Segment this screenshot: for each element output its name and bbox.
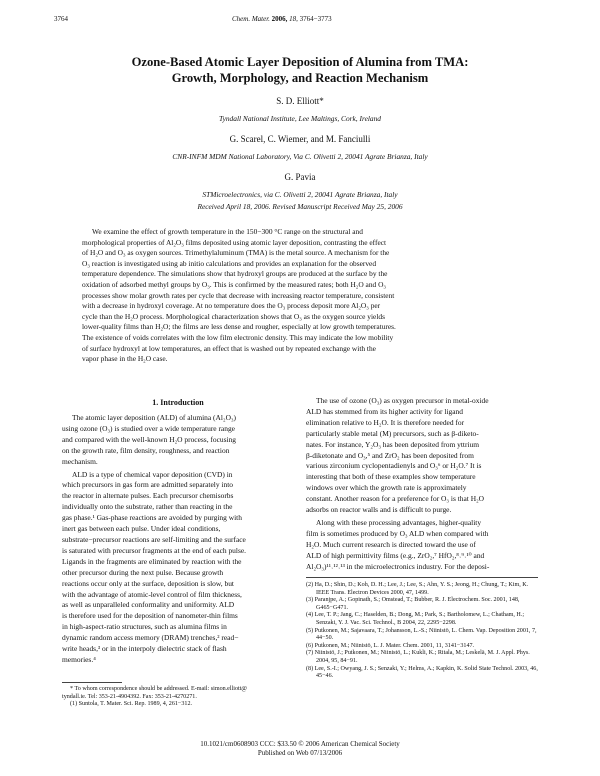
abstract-line: oxidation of adsorbed methyl groups by O₃. This is confirmed by the measured rates; both H₂O and O₃ [82,279,386,289]
section-heading-introduction: 1. Introduction [152,398,204,407]
reference-item: (2) Ha, D.; Shin, D.; Koh, D. H.; Lee, J.; Lee, S.; Ahn, Y. S.; Jeong, H.; Chung, T.; Kim, K. IEEE Trans. Electron Devices 2000, 47, 1499. [306,582,529,596]
body-line: mechanism. [62,456,98,466]
body-line: Along with these processing advantages, higher-quality [316,517,482,527]
body-line: Al₂O₃)¹¹˒¹²˒¹³ in the microelectronics industry. For the deposi- [306,561,490,571]
body-line: dynamic random access memory (DRAM) trenches,² read− [62,633,239,643]
body-line: ALD has stemmed from its higher activity for ligand [306,406,463,416]
footnote-line: tyndall.ie. Tel: 353-21-4904392. Fax: 353-21-4270271. [62,693,197,700]
footer [0,740,600,758]
body-line: interesting that both of these examples show temperature [306,472,476,482]
left-column-body [62,413,294,666]
journal-pages: 3764−3773 [299,15,332,23]
received-dates: Received April 18, 2006. Revised Manuscript Received May 25, 2006 [197,202,403,211]
title-line-1: Ozone-Based Atomic Layer Deposition of Alumina from TMA: [131,55,469,69]
body-line: particularly stable metal (M) precursors, such as β-diketo- [306,428,479,438]
body-line: Ligands in the fragments are eliminated by reaction with the [62,556,242,566]
body-line: other precursor during the next pulse. Because growth [62,567,224,577]
affiliation-1: Tyndall National Institute, Lee Maltings, Cork, Ireland [219,114,381,123]
left-footnotes [62,686,294,709]
body-line: in high-aspect-ratio structures, such as alumina films in [62,622,227,632]
body-line: the reactor in alternate pulses. Each precursor chemisorbs [62,491,234,501]
abstract-line: O₃ reaction is investigated using ab initio calculations and provides an explanation for the observed [82,258,377,268]
abstract-line: The existence of voids correlates with the low film electronic density. This may indicate the low mobility [82,332,394,342]
body-line: using ozone (O₃) is studied over a wide temperature range [62,423,235,433]
body-line: various zirconium cyclopentadienyls and O₃⁶ or H₂O.⁷ It is [306,461,482,471]
body-line: and compared with the well-known H₂O process, focusing [62,434,237,444]
reference-item: (5) Putkonen, M.; Sajavaara, T.; Johansson, L.-S.; Niinistö, L. Chem. Vap. Deposition 2001, 7, 44−50. [306,627,537,642]
body-line: gas phase.¹ Gas-phase reactions are avoided by purging with [62,513,242,523]
reference-item: (8) Lee, S.-I.; Owyang, J. S.; Senzaki, Y.; Helms, A.; Kapkin, K. Solid State Technol. 2003, 46, 45−46. [306,665,538,680]
body-line: reactions occur only at the surface, deposition is slow, but [62,578,234,588]
body-line: H₂O. Much current research is directed toward the use of [306,539,476,549]
abstract-line: with a decrease in hydroxyl coverage. At no temperature does the O₃ process deposit more Al₂O₃ per [82,301,381,311]
body-line: adsorbs on reactor walls and is difficult to purge. [306,505,452,515]
body-line: individually onto the substrate, rather than reacting in the [62,502,233,512]
footnote-line: (1) Suntola, T. Mater. Sci. Rep. 1989, 4, 261−312. [70,701,193,708]
footnote-divider [62,682,122,683]
title-line-2: Growth, Morphology, and Reaction Mechanism [171,71,429,85]
body-line: nates. For instance, Y₂O₃ has been deposited from yttrium [306,439,480,449]
article-title [60,54,540,86]
body-line: ALD of high permittivity films (e.g., ZrO₂,⁷ HfO₂,⁸˒⁹˒¹⁰ and [306,550,485,560]
body-line: write heads,³ or in the interpoly dielectric stack of flash [62,644,227,654]
author-group-2: G. Scarel, C. Wiemer, and M. Fanciulli [229,134,371,144]
body-line: with the advantage of atomic-level control of film thickness, [62,589,242,599]
body-line: memories.⁴ [62,654,96,664]
author-group-3: G. Pavia [284,172,316,182]
abstract-line: vapor phase in the H₂O case. [82,354,168,364]
right-column-body [306,396,538,573]
affiliation-2: CNR-INFM MDM National Laboratory, Via C. Olivetti 2, 20041 Agrate Brianza, Italy [172,152,428,161]
body-line: The atomic layer deposition (ALD) of alumina (Al₂O₃) [72,413,237,422]
abstract-line: morphological properties of Al₂O₃ films deposited using atomic layer deposition, contrasting the effect [82,237,387,247]
body-line: as well as unparalleled conformality and uniformity. ALD [62,600,235,610]
journal-name: Chem. Mater. [232,15,270,23]
abstract [82,227,518,365]
body-line: is saturated with precursor fragments at the end of each pulse. [62,545,247,555]
body-line: ALD is a type of chemical vapor deposition (CVD) in [72,469,233,479]
body-line: inert gas between each pulse. Under ideal conditions, [62,524,221,534]
reference-item: (7) Niinistö, J.; Putkonen, M.; Niinistö, L.; Kukli, K.; Ritala, M.; Leskelä, M. J. Appl. Phys. 2004, 95, 84−91. [306,650,530,664]
abstract-line: of surface hydroxyl at low temperatures, an effect that is washed out by repeated exchange with the [82,343,376,353]
journal-citation [232,15,332,23]
reference-item: (3) Paranjpe, A.; Gopinath, S.; Omstead, T.; Bubber, R. J. Electrochem. Soc. 2001, 148, G465−G471. [306,597,520,611]
page-number: 3764 [54,15,68,23]
abstract-line: lower-quality films than H₂O; the films are less dense and rougher, especially at low growth temperatures. [82,322,396,332]
body-line: which precursors in gas form are admitted separately into [62,480,234,490]
body-line: is therefore used for the deposition of nanometer-thin films [62,611,238,621]
reference-item: (6) Putkonen, M.; Niinistö, L. J. Mater. Chem. 2001, 11, 3141−3147. [306,642,475,649]
body-line: on the growth rate, film density, roughness, and reaction [62,445,230,455]
reference-item: (4) Lee, T. P.; Jang, C.; Haselden, B.; Dong, M.; Park, S.; Bartholomew, L.; Chatham, H.; Senzaki, Y. J. Vac. Sci. Technol., B 2004, 22, 2295−2298. [306,612,525,626]
abstract-line: processes show molar growth rates per cycle that decrease with increasing reactor temperature, consistent [82,290,395,300]
body-line: windows over which the growth rate is approximately [306,483,467,493]
footnote-line: * To whom correspondence should be addressed. E-mail: simon.elliott@ [70,686,248,692]
affiliation-3: STMicroelectronics, via C. Olivetti 2, 20041 Agrate Brianza, Italy [202,190,398,199]
abstract-line: temperature dependence. The simulations show that hydroxyl groups are produced at the surface by the [82,269,388,279]
body-line: elimination relative to H₂O. It is therefore needed for [306,417,465,427]
journal-year: 2006, [271,15,288,23]
author-group-1: S. D. Elliott* [276,96,324,106]
body-line: substrate−precursor reactions are self-limiting and the surface [62,534,246,544]
abstract-line: cycle than the H₂O process. Morphological characterization shows that O₃ as the oxygen source yields [82,311,385,321]
body-line: constant. Another reason for a preference for O₃ is that H₂O [306,494,485,504]
body-line: β-diketonate and O₃,⁵ and ZrO₂ has been deposited from [306,450,474,460]
abstract-line: of H₂O and O₃ as oxygen sources. Trimethylaluminum (TMA) is the metal source. A mechanism for the [82,248,390,258]
footer-doi-line: 10.1021/cm0608903 CCC: $33.50 © 2006 American Chemical Society [200,740,400,748]
footer-published-line: Published on Web 07/13/2006 [257,749,343,757]
body-line: film is sometimes produced by O₃ ALD when compared with [306,528,489,538]
references-divider [306,577,538,578]
reference-list [306,582,538,681]
abstract-line: We examine the effect of growth temperature in the 150−300 °C range on the structural and [92,227,363,236]
journal-volume: 18, [289,15,298,23]
body-line: The use of ozone (O₃) as oxygen precursor in metal-oxide [316,396,489,405]
